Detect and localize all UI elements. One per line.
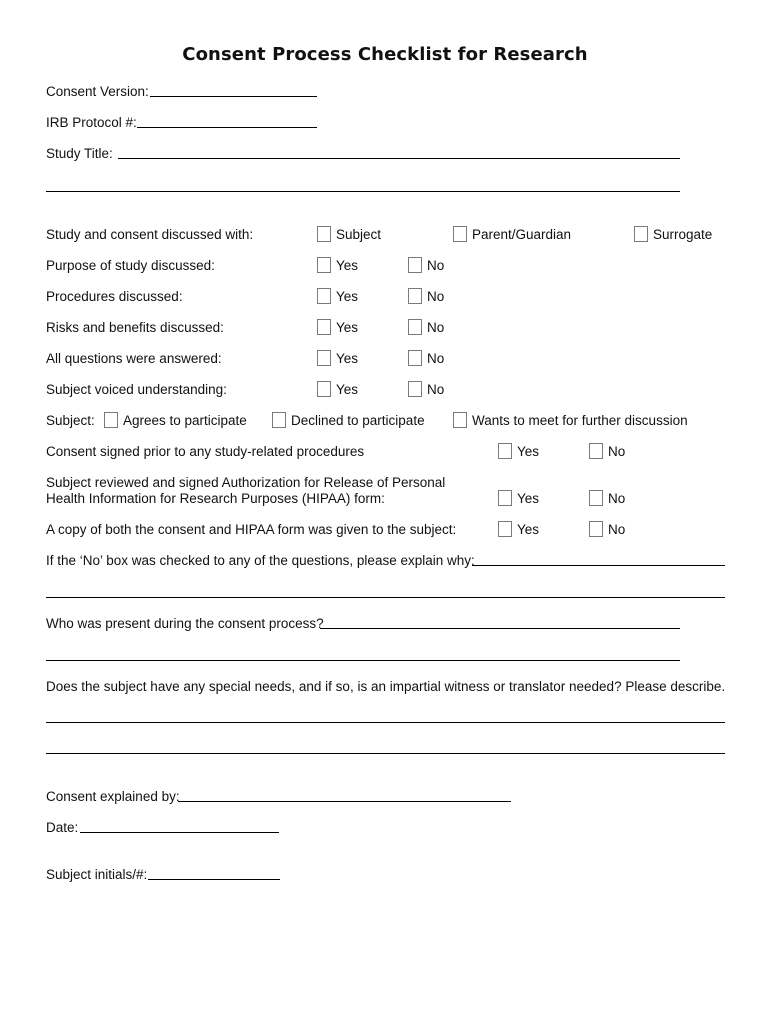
no-label: No bbox=[608, 444, 626, 459]
no-label: No bbox=[427, 320, 445, 335]
subject-initials-field[interactable] bbox=[148, 879, 280, 880]
no-label: No bbox=[608, 522, 626, 537]
question-understanding-no-checkbox[interactable] bbox=[408, 381, 422, 397]
discussed-subject-label: Subject bbox=[336, 227, 382, 242]
discussed-surrogate-checkbox[interactable] bbox=[634, 226, 648, 242]
yes-label: Yes bbox=[336, 382, 359, 397]
discussed-parent-guardian-label: Parent/Guardian bbox=[472, 227, 572, 242]
explain-no-field-line-2[interactable] bbox=[46, 597, 725, 598]
special-needs-field-line-2[interactable] bbox=[46, 753, 725, 754]
further-discussion-label: Wants to meet for further discussion bbox=[472, 413, 688, 428]
explain-no-label: If the ‘No’ box was checked to any of the questions, please explain why: bbox=[46, 553, 475, 568]
question-answered-label: All questions were answered: bbox=[46, 351, 222, 366]
question-understanding-yes-checkbox[interactable] bbox=[317, 381, 331, 397]
consent-signed-label: Consent signed prior to any study-related procedures bbox=[46, 444, 365, 459]
declined-label: Declined to participate bbox=[291, 413, 425, 428]
copy-given-yes-checkbox[interactable] bbox=[498, 521, 512, 537]
no-label: No bbox=[608, 491, 626, 506]
discussed-with-label: Study and consent discussed with: bbox=[46, 227, 254, 242]
yes-label: Yes bbox=[336, 320, 359, 335]
irb-protocol-label: IRB Protocol #: bbox=[46, 115, 137, 130]
question-purpose-yes-checkbox[interactable] bbox=[317, 257, 331, 273]
question-risks-no-checkbox[interactable] bbox=[408, 319, 422, 335]
subject-initials-label: Subject initials/#: bbox=[46, 867, 148, 882]
question-risks-yes-checkbox[interactable] bbox=[317, 319, 331, 335]
question-procedures-yes-checkbox[interactable] bbox=[317, 288, 331, 304]
question-understanding-label: Subject voiced understanding: bbox=[46, 382, 227, 397]
declined-checkbox[interactable] bbox=[272, 412, 286, 428]
who-present-field[interactable] bbox=[320, 628, 680, 629]
date-label: Date: bbox=[46, 820, 79, 835]
study-title-label: Study Title: bbox=[46, 146, 113, 161]
explained-by-label: Consent explained by: bbox=[46, 789, 180, 804]
copy-given-label: A copy of both the consent and HIPAA form was given to the subject: bbox=[46, 522, 457, 537]
question-procedures-no-checkbox[interactable] bbox=[408, 288, 422, 304]
consent-signed-no-checkbox[interactable] bbox=[589, 443, 603, 459]
copy-given-no-checkbox[interactable] bbox=[589, 521, 603, 537]
question-purpose-label: Purpose of study discussed: bbox=[46, 258, 215, 273]
explained-by-field[interactable] bbox=[178, 801, 511, 802]
subject-decision-label: Subject: bbox=[46, 413, 95, 428]
question-procedures-label: Procedures discussed: bbox=[46, 289, 183, 304]
yes-label: Yes bbox=[336, 351, 359, 366]
irb-protocol-field[interactable] bbox=[137, 127, 317, 128]
who-present-label: Who was present during the consent process? bbox=[46, 616, 324, 631]
question-purpose-no-checkbox[interactable] bbox=[408, 257, 422, 273]
yes-label: Yes bbox=[336, 258, 359, 273]
special-needs-label: Does the subject have any special needs, and if so, is an impartial witness or translator needed? Please describe. bbox=[46, 679, 726, 694]
study-title-field[interactable] bbox=[118, 158, 680, 159]
agrees-checkbox[interactable] bbox=[104, 412, 118, 428]
consent-signed-yes-checkbox[interactable] bbox=[498, 443, 512, 459]
no-label: No bbox=[427, 351, 445, 366]
discussed-surrogate-label: Surrogate bbox=[653, 227, 713, 242]
question-risks-label: Risks and benefits discussed: bbox=[46, 320, 224, 335]
question-answered-no-checkbox[interactable] bbox=[408, 350, 422, 366]
special-needs-field-line-1[interactable] bbox=[46, 722, 725, 723]
yes-label: Yes bbox=[517, 491, 540, 506]
hipaa-label-line-1: Subject reviewed and signed Authorization for Release of Personal bbox=[46, 475, 446, 490]
question-answered-yes-checkbox[interactable] bbox=[317, 350, 331, 366]
agrees-label: Agrees to participate bbox=[123, 413, 247, 428]
explain-no-field[interactable] bbox=[472, 565, 725, 566]
discussed-subject-checkbox[interactable] bbox=[317, 226, 331, 242]
further-discussion-checkbox[interactable] bbox=[453, 412, 467, 428]
hipaa-no-checkbox[interactable] bbox=[589, 490, 603, 506]
hipaa-label-line-2: Health Information for Research Purposes (HIPAA) form: bbox=[46, 491, 385, 506]
no-label: No bbox=[427, 382, 445, 397]
consent-version-label: Consent Version: bbox=[46, 84, 149, 99]
yes-label: Yes bbox=[517, 522, 540, 537]
page-title: Consent Process Checklist for Research bbox=[182, 44, 588, 65]
hipaa-yes-checkbox[interactable] bbox=[498, 490, 512, 506]
who-present-field-line-2[interactable] bbox=[46, 660, 680, 661]
no-label: No bbox=[427, 258, 445, 273]
yes-label: Yes bbox=[517, 444, 540, 459]
study-title-field-line-2[interactable] bbox=[46, 191, 680, 192]
date-field[interactable] bbox=[80, 832, 279, 833]
consent-version-field[interactable] bbox=[150, 96, 317, 97]
no-label: No bbox=[427, 289, 445, 304]
discussed-parent-guardian-checkbox[interactable] bbox=[453, 226, 467, 242]
yes-label: Yes bbox=[336, 289, 359, 304]
